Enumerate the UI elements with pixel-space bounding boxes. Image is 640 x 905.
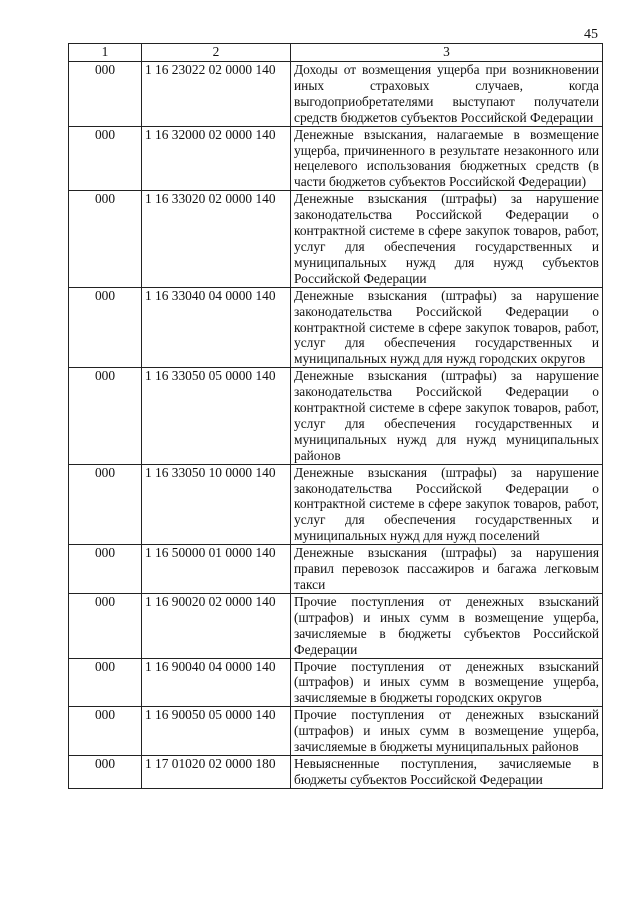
budget-code-cell: 1 16 90050 05 0000 140 <box>142 707 291 756</box>
admin-code-cell: 000 <box>69 287 142 368</box>
budget-code-cell: 1 16 33050 10 0000 140 <box>142 464 291 545</box>
budget-code-cell: 1 16 33040 04 0000 140 <box>142 287 291 368</box>
table-row <box>69 464 603 545</box>
revenue-name-cell: Прочие поступления от денежных взысканий (штрафов) и иных сумм в возмещение ущерба, зачисляемые в бюджеты муниципальных районов <box>291 707 603 756</box>
admin-code-cell: 000 <box>69 191 142 287</box>
admin-code-cell: 000 <box>69 62 142 127</box>
budget-code-cell: 1 16 33050 05 0000 140 <box>142 368 291 464</box>
table-row <box>69 191 603 287</box>
revenue-name-cell: Прочие поступления от денежных взысканий (штрафов) и иных сумм в возмещение ущерба, зачисляемые в бюджеты субъектов Российской Федерации <box>291 593 603 658</box>
column-header-1: 1 <box>69 44 142 62</box>
table-header-row <box>69 44 603 62</box>
column-header-2: 2 <box>142 44 291 62</box>
budget-code-cell: 1 16 23022 02 0000 140 <box>142 62 291 127</box>
revenue-name-cell: Денежные взыскания (штрафы) за нарушение законодательства Российской Федерации о контрактной системе в сфере закупок товаров, работ, услуг для обеспечения государственных и муниципальных нужд для нужд городских округов <box>291 287 603 368</box>
table-row <box>69 707 603 756</box>
budget-code-cell: 1 16 33020 02 0000 140 <box>142 191 291 287</box>
table-row <box>69 126 603 191</box>
table-row <box>69 62 603 127</box>
budget-code-cell: 1 17 01020 02 0000 180 <box>142 755 291 788</box>
revenue-name-cell: Денежные взыскания (штрафы) за нарушения правил перевозок пассажиров и багажа легковым такси <box>291 545 603 594</box>
budget-code-cell: 1 16 90040 04 0000 140 <box>142 658 291 707</box>
table-row <box>69 545 603 594</box>
admin-code-cell: 000 <box>69 658 142 707</box>
table-row <box>69 755 603 788</box>
revenue-name-cell: Денежные взыскания (штрафы) за нарушение законодательства Российской Федерации о контрактной системе в сфере закупок товаров, работ, услуг для обеспечения государственных и муниципальных нужд для нужд субъектов Российской Федерации <box>291 191 603 287</box>
admin-code-cell: 000 <box>69 593 142 658</box>
budget-code-cell: 1 16 32000 02 0000 140 <box>142 126 291 191</box>
page-number: 45 <box>584 27 598 42</box>
admin-code-cell: 000 <box>69 755 142 788</box>
admin-code-cell: 000 <box>69 464 142 545</box>
budget-code-cell: 1 16 90020 02 0000 140 <box>142 593 291 658</box>
revenue-name-cell: Денежные взыскания, налагаемые в возмещение ущерба, причиненного в результате незаконного или нецелевого использования бюджетных средств (в части бюджетов субъектов Российской Федерации) <box>291 126 603 191</box>
budget-classification-table <box>68 43 603 789</box>
revenue-name-cell: Прочие поступления от денежных взысканий (штрафов) и иных сумм в возмещение ущерба, зачисляемые в бюджеты городских округов <box>291 658 603 707</box>
table-row <box>69 658 603 707</box>
budget-code-cell: 1 16 50000 01 0000 140 <box>142 545 291 594</box>
revenue-name-cell: Доходы от возмещения ущерба при возникновении иных страховых случаев, когда выгодоприобретателями выступают получатели средств бюджетов субъектов Российской Федерации <box>291 62 603 127</box>
admin-code-cell: 000 <box>69 126 142 191</box>
column-header-3: 3 <box>291 44 603 62</box>
table-row <box>69 368 603 464</box>
revenue-name-cell: Невыясненные поступления, зачисляемые в бюджеты субъектов Российской Федерации <box>291 755 603 788</box>
admin-code-cell: 000 <box>69 368 142 464</box>
revenue-name-cell: Денежные взыскания (штрафы) за нарушение законодательства Российской Федерации о контрактной системе в сфере закупок товаров, работ, услуг для обеспечения государственных и муниципальных нужд для нужд поселений <box>291 464 603 545</box>
admin-code-cell: 000 <box>69 707 142 756</box>
table-row <box>69 593 603 658</box>
admin-code-cell: 000 <box>69 545 142 594</box>
revenue-name-cell: Денежные взыскания (штрафы) за нарушение законодательства Российской Федерации о контрактной системе в сфере закупок товаров, работ, услуг для обеспечения государственных и муниципальных нужд для нужд муниципальных районов <box>291 368 603 464</box>
table-row <box>69 287 603 368</box>
